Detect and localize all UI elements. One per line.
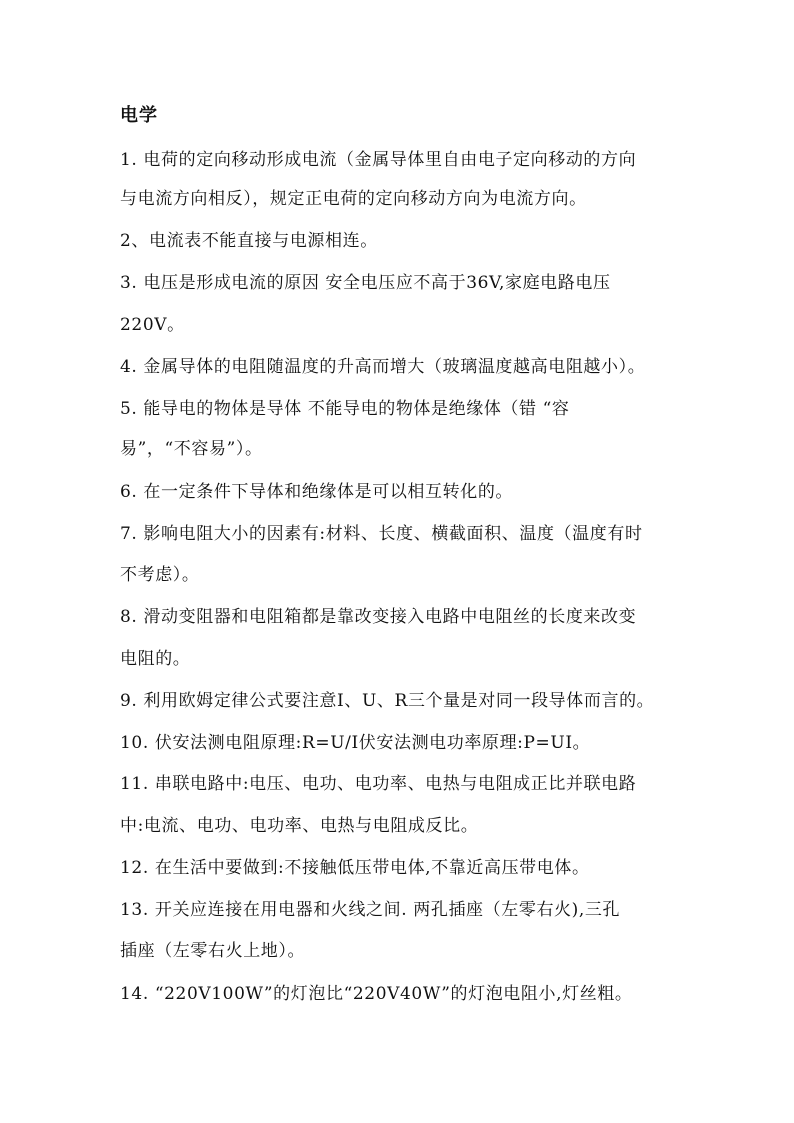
text-line-14: 9. 利用欧姆定律公式要注意I、U、R三个量是对同一段导体而言的。 [120, 691, 655, 711]
text-line-19: 13. 开关应连接在用电器和火线之间. 两孔插座（左零右火),三孔 [120, 900, 621, 920]
text-line-6: 4. 金属导体的电阻随温度的升高而增大（玻璃温度越高电阻越小）。 [120, 357, 646, 377]
text-line-13: 电阻的。 [120, 649, 191, 669]
text-line-1: 1. 电荷的定向移动形成电流（金属导体里自由电子定向移动的方向 [120, 150, 637, 170]
text-line-7: 5. 能导电的物体是导体 不能导电的物体是绝缘体（错 “容 [120, 399, 570, 419]
text-line-10: 7. 影响电阻大小的因素有:材料、长度、横截面积、温度（温度有时 [120, 524, 643, 544]
text-line-11: 不考虑）。 [120, 565, 200, 585]
text-line-17: 中:电流、电功、电功率、电热与电阻成反比。 [120, 816, 479, 836]
text-line-5: 220V。 [120, 315, 185, 335]
document-title: 电学 [120, 105, 158, 126]
text-line-21: 14. “220V100W”的灯泡比“220V40W”的灯泡电阻小,灯丝粗。 [120, 984, 633, 1004]
text-line-9: 6. 在一定条件下导体和绝缘体是可以相互转化的。 [120, 482, 514, 502]
text-line-4: 3. 电压是形成电流的原因 安全电压应不高于36V,家庭电路电压 [120, 273, 611, 293]
text-line-18: 12. 在生活中要做到:不接触低压带电体,不靠近高压带电体。 [120, 858, 590, 878]
text-line-16: 11. 串联电路中:电压、电功、电功率、电热与电阻成正比并联电路 [120, 774, 637, 794]
text-line-12: 8. 滑动变阻器和电阻箱都是靠改变接入电路中电阻丝的长度来改变 [120, 607, 637, 627]
text-line-15: 10. 伏安法测电阻原理:R=U/I伏安法测电功率原理:P=UI。 [120, 733, 591, 753]
text-line-8: 易”，“不容易”）。 [120, 439, 263, 459]
text-line-3: 2、电流表不能直接与电源相连。 [120, 231, 378, 251]
text-line-20: 插座（左零右火上地）。 [120, 941, 306, 961]
text-line-2: 与电流方向相反），规定正电荷的定向移动方向为电流方向。 [120, 189, 587, 209]
